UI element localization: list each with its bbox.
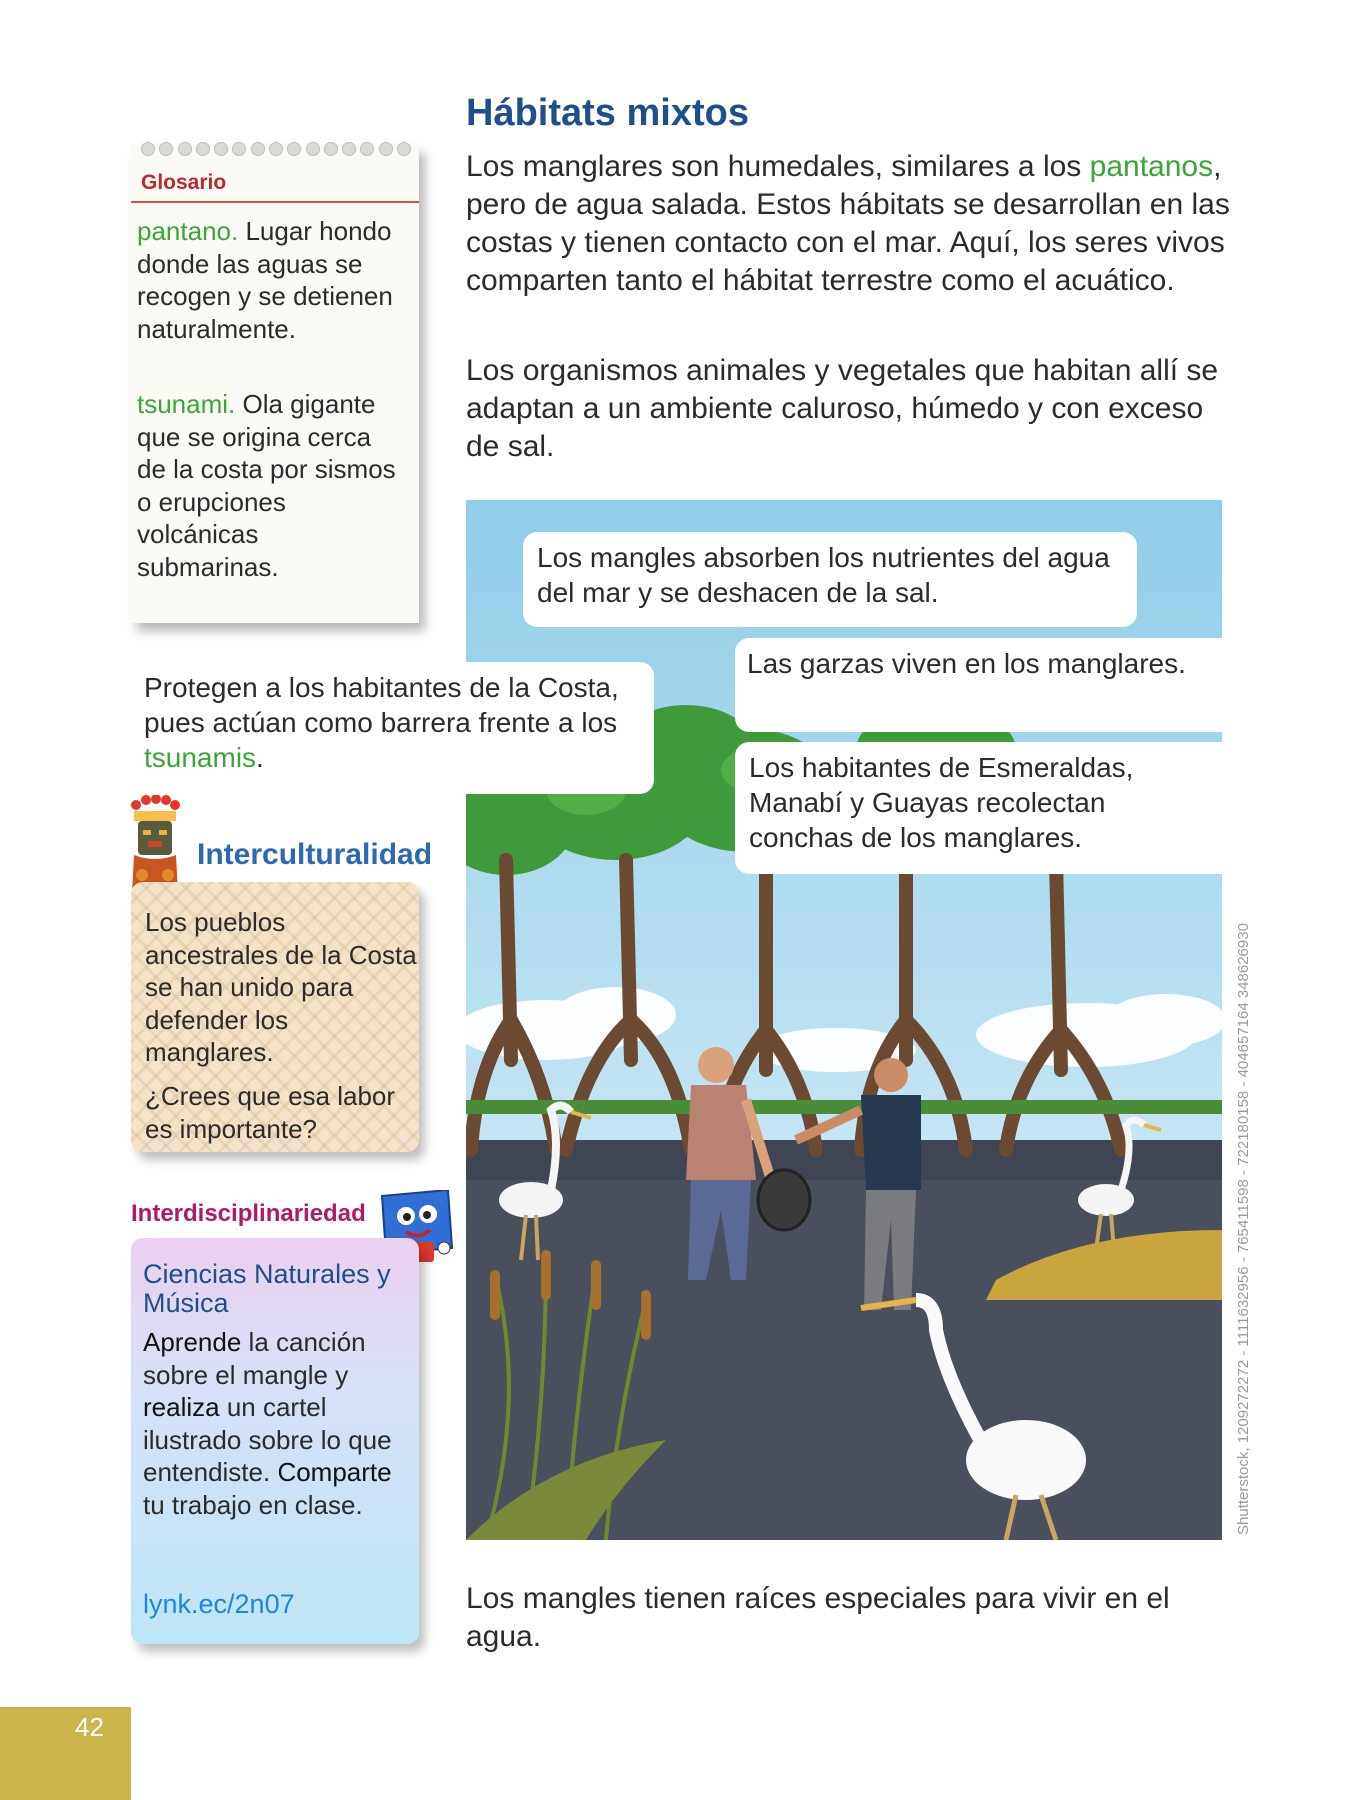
interdisciplinariedad-activity: [143, 1326, 415, 1521]
callout-protegen: [134, 662, 654, 794]
interdisciplinariedad-subjects: Ciencias Naturales y Música: [143, 1259, 391, 1318]
callout-garzas: Las garzas viven en los manglares.: [735, 638, 1225, 732]
glossary-term-tsunamis[interactable]: tsunamis: [144, 742, 257, 773]
interculturalidad-title: Interculturalidad: [197, 838, 433, 871]
activity-verb-comparte: Comparte: [277, 1457, 392, 1487]
callout-text: Protegen a los habitantes de la Costa, pues actúan como barrera frente a los: [144, 672, 619, 738]
illustration-caption: Los mangles tienen raíces especiales para vivir en el agua.: [466, 1582, 1170, 1653]
page-title: Hábitats mixtos: [466, 92, 749, 134]
glossary-entry-pantano: [137, 215, 407, 345]
interdisciplinariedad-box: [131, 1238, 419, 1644]
interdisciplinariedad-title: Interdisciplinariedad: [131, 1200, 366, 1227]
callout-mangles: Los mangles absorben los nutrientes del agua del mar y se deshacen de la sal.: [523, 532, 1137, 627]
glossary-note: [131, 145, 419, 623]
glossary-term: pantano.: [137, 216, 239, 246]
glossary-divider: [131, 201, 419, 203]
interculturalidad-text: Los pueblos ancestrales de la Costa se han unido para defender los manglares.: [145, 907, 417, 1067]
callout-habitantes: Los habitantes de Esmeraldas, Manabí y Guayas recolectan conchas de los manglares.: [735, 742, 1225, 874]
intro-paragraph: [466, 148, 1236, 300]
glossary-definition: Lugar hondo donde las aguas se recogen y se detienen naturalmente.: [137, 216, 393, 344]
shell-net: [758, 1170, 810, 1230]
activity-text: la canción sobre el mangle y: [143, 1327, 366, 1390]
page-number: 42: [75, 1712, 104, 1742]
image-credit: Shutterstock, 1209272272 - 1111632956 - 765411598 - 722180158 - 404657164 348626930: [1235, 923, 1252, 1535]
glossary-entry-tsunami: [137, 388, 407, 583]
callout-text: .: [256, 742, 264, 773]
intro-text-start: Los manglares son humedales, similares a los: [466, 150, 1090, 183]
intro-text-end: , pero de agua salada. Estos hábitats se desarrollan en las costas y tienen contacto con el mar. Aquí, los seres vivos comparten tanto el hábitat terrestre como el acuático.: [466, 150, 1230, 297]
activity-verb-aprende: Aprende: [143, 1327, 242, 1357]
interculturalidad-box: [131, 882, 419, 1152]
glossary-definition: Ola gigante que se origina cerca de la costa por sismos o erupciones volcánicas submarinas.: [137, 389, 396, 582]
activity-text: un cartel ilustrado sobre lo que entendiste.: [143, 1392, 392, 1487]
activity-verb-realiza: realiza: [143, 1392, 220, 1422]
adaptation-paragraph: Los organismos animales y vegetales que habitan allí se adaptan a un ambiente caluroso, húmedo y con exceso de sal.: [466, 354, 1219, 463]
interculturalidad-question: ¿Crees que esa labor es importante?: [145, 1081, 396, 1144]
activity-text: tu trabajo en clase.: [143, 1489, 363, 1520]
glossary-header: Glosario: [141, 171, 227, 194]
page-number-band: [0, 1707, 131, 1800]
notebook-rings: [141, 142, 411, 158]
glossary-term-pantanos[interactable]: pantanos: [1089, 150, 1214, 183]
glossary-term: tsunami.: [137, 389, 236, 419]
resource-link[interactable]: lynk.ec/2n07: [143, 1589, 295, 1619]
